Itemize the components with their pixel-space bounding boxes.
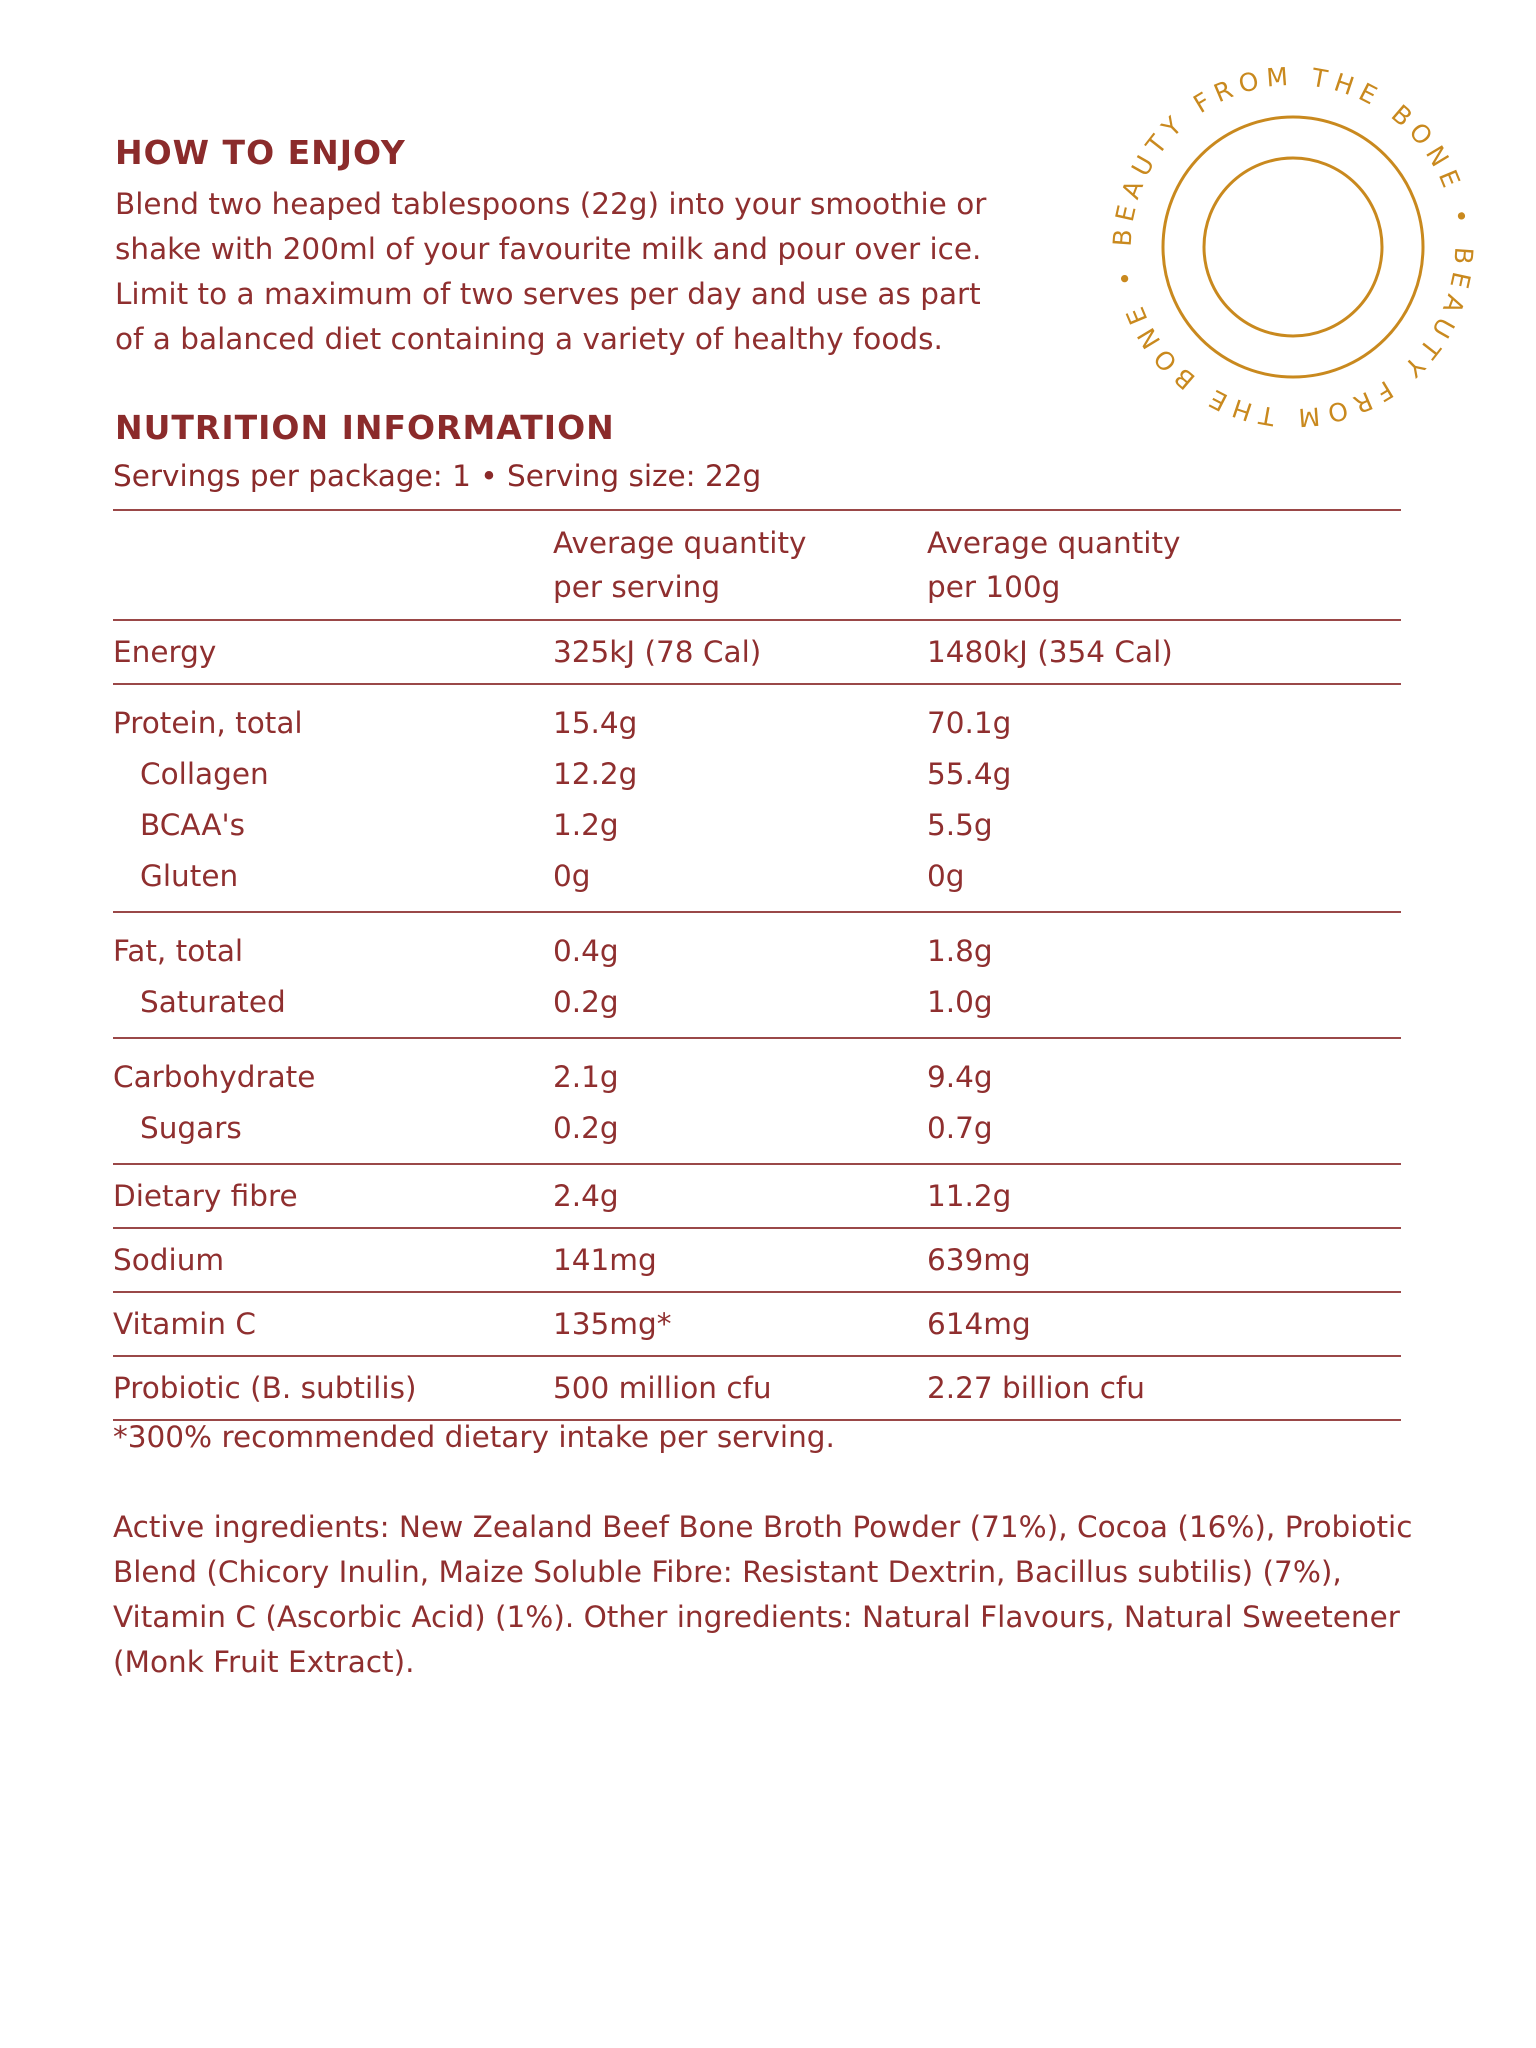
nutrient-label: Carbohydrate <box>113 1059 316 1094</box>
per-100g-value: 1.0g <box>927 976 1401 1038</box>
nutrient-label: BCAA's <box>140 807 245 842</box>
how-to-enjoy-text: Blend two heaped tablespoons (22g) into your smoothie or shake with 200ml of your favourite milk and pour over ice. Limit to a maximum of two serves per day and use as part of a balanced diet containing a variety of healthy foods. <box>115 187 987 356</box>
nutrient-label: Energy <box>113 620 553 684</box>
per-serving-value: 15.4g <box>553 705 638 740</box>
nutrient-label: Gluten <box>113 850 553 912</box>
per-100g-value: 639mg <box>927 1228 1401 1292</box>
table-row <box>113 684 1401 748</box>
nutrient-label: Saturated <box>113 976 553 1038</box>
table-row <box>113 1356 1401 1420</box>
per-100g-value: 1.8g <box>927 933 993 968</box>
per-100g-header-line2: per 100g <box>927 570 1061 604</box>
per-100g-value: 0.7g <box>927 1102 1401 1164</box>
nutrient-label: Collagen <box>140 756 269 791</box>
ingredients-text: Active ingredients: New Zealand Beef Bone Broth Powder (71%), Cocoa (16%), Probiotic Blend (Chicory Inulin, Maize Soluble Fibre: Resistant Dextrin, Bacillus subtilis) (7%), Vitamin C (Ascorbic Acid) (1%). Other ingredients: Natural Flavours, Natural Sweetener (Monk Fruit Extract). <box>113 1510 1413 1679</box>
per-serving-value: 141mg <box>553 1228 927 1292</box>
per-serving-value: 2.1g <box>553 1059 619 1094</box>
per-100g-value: 5.5g <box>927 807 993 842</box>
serving-info: Servings per package: 1 • Serving size: 22g <box>113 459 762 493</box>
per-100g-value: 1480kJ (354 Cal) <box>927 620 1401 684</box>
nutrition-table-header <box>113 510 1401 620</box>
per-100g-value: 614mg <box>927 1292 1401 1356</box>
per-serving-value: 2.4g <box>553 1164 927 1228</box>
table-row <box>113 850 1401 912</box>
table-row <box>113 620 1401 684</box>
per-serving-value: 0.4g <box>553 933 619 968</box>
beauty-from-the-bone-badge <box>1103 57 1483 437</box>
footnote: *300% recommended dietary intake per serving. <box>113 1420 835 1454</box>
badge-ring-text: BEAUTY FROM THE BONE • BEAUTY FROM THE BONE • <box>1107 61 1479 433</box>
per-serving-header-line2: per serving <box>553 570 721 604</box>
nutrient-column-header <box>113 510 553 620</box>
per-serving-value: 0.2g <box>553 976 927 1038</box>
table-row <box>113 1228 1401 1292</box>
badge-outer-ring <box>1163 117 1423 377</box>
per-100g-value: 55.4g <box>927 756 1012 791</box>
how-to-enjoy-heading: HOW TO ENJOY <box>115 133 406 172</box>
table-row <box>113 799 1401 850</box>
per-100g-header-line1: Average quantity <box>927 526 1181 560</box>
badge-inner-ring <box>1204 158 1382 336</box>
table-row <box>113 1102 1401 1164</box>
per-serving-value: 0g <box>553 850 927 912</box>
nutrient-label: Sodium <box>113 1228 553 1292</box>
per-100g-value: 2.27 billion cfu <box>927 1356 1401 1420</box>
table-row <box>113 748 1401 799</box>
nutrient-label: Dietary fibre <box>113 1164 553 1228</box>
per-100g-value: 70.1g <box>927 705 1012 740</box>
per-100g-value: 9.4g <box>927 1059 993 1094</box>
per-100g-column-header <box>927 510 1401 620</box>
nutrient-label: Fat, total <box>113 933 244 968</box>
per-100g-value: 11.2g <box>927 1164 1401 1228</box>
table-row <box>113 1038 1401 1102</box>
nutrition-table <box>113 509 1401 1421</box>
table-row <box>113 1164 1401 1228</box>
table-row <box>113 1292 1401 1356</box>
per-100g-value: 0g <box>927 850 1401 912</box>
nutrient-label: Probiotic (B. subtilis) <box>113 1356 553 1420</box>
per-serving-value: 1.2g <box>553 807 619 842</box>
table-row <box>113 912 1401 976</box>
per-serving-header-line1: Average quantity <box>553 526 807 560</box>
nutrient-label: Vitamin C <box>113 1292 553 1356</box>
nutrient-label: Protein, total <box>113 705 303 740</box>
per-serving-value: 12.2g <box>553 756 638 791</box>
per-serving-value: 325kJ (78 Cal) <box>553 620 927 684</box>
nutrient-label: Sugars <box>113 1102 553 1164</box>
nutrition-heading: NUTRITION INFORMATION <box>115 408 615 447</box>
per-serving-value: 500 million cfu <box>553 1356 927 1420</box>
per-serving-column-header <box>553 510 927 620</box>
table-row <box>113 976 1401 1038</box>
per-serving-value: 135mg* <box>553 1292 927 1356</box>
per-serving-value: 0.2g <box>553 1102 927 1164</box>
